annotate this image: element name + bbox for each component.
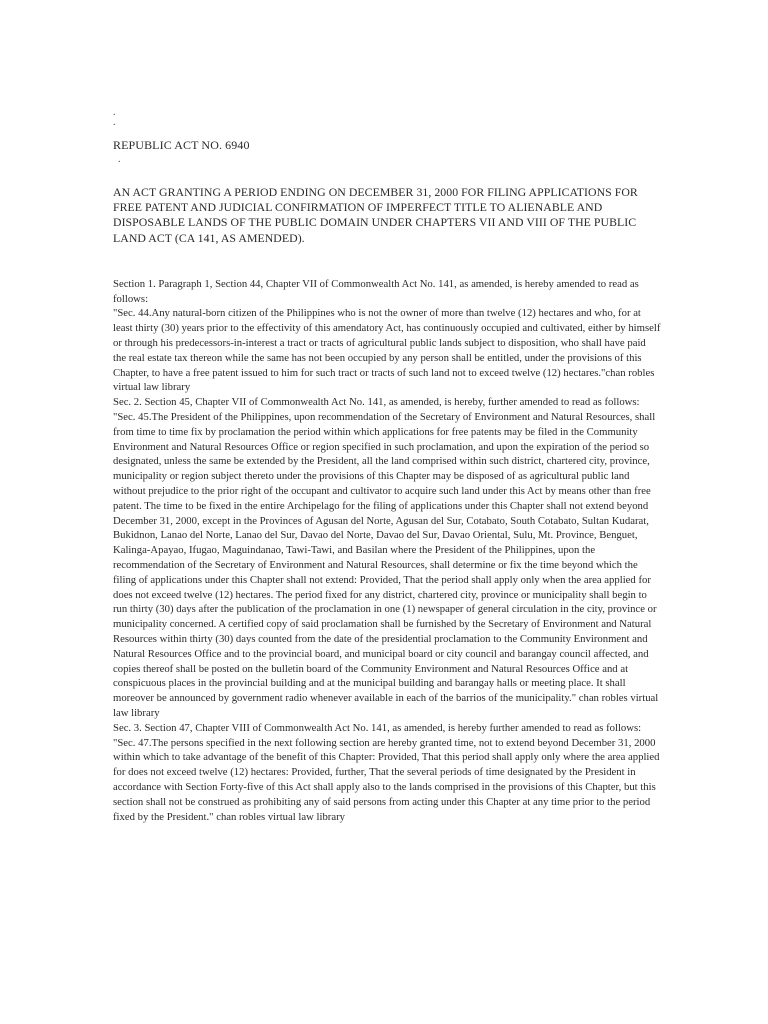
marker-dot: . — [113, 117, 116, 128]
section-1-heading: Section 1. Paragraph 1, Section 44, Chapter VII of Commonwealth Act No. 141, as amended, is hereby amended to read as follows: — [113, 277, 639, 305]
section-3-heading: Sec. 3. Section 47, Chapter VIII of Commonwealth Act No. 141, as amended, is hereby further amended to read as follows: — [113, 721, 642, 734]
section-2-heading: Sec. 2. Section 45, Chapter VII of Commonwealth Act No. 141, as amended, is hereby, further amended to read as follows: — [113, 396, 640, 409]
marker-dot: . — [118, 154, 121, 165]
document-page — [113, 108, 661, 824]
section-44-text: "Sec. 44.Any natural-born citizen of the Philippines who is not the owner of more than twelve (12) hectares and who, for at least thirty (30) years prior to the effectivity of this amendatory Act, has continuously occupied and cultivated, either by himself or through his predecessors-in-interest a tract or tracts of agricultural public lands subject to disposition, who shall have paid the real estate tax thereon while the same has not been occupied by any person shall be entitled, under the provisions of this Chapter, to have a free patent issued to him for such tract or tracts of such land not to exceed twelve (12) hectares."chan robles virtual law library — [113, 307, 661, 394]
marker-dot: . — [113, 107, 116, 118]
act-title: AN ACT GRANTING A PERIOD ENDING ON DECEMBER 31, 2000 FOR FILING APPLICATIONS FOR FREE PATENT AND JUDICIAL CONFIRMATION OF IMPERFECT TITLE TO ALIENABLE AND DISPOSABLE LANDS OF THE PUBLIC DOMAIN UNDER CHAPTERS VII AND VIII OF THE PUBLIC LAND ACT (CA 141, AS AMENDED). — [113, 185, 638, 245]
section-45-text: "Sec. 45.The President of the Philippines, upon recommendation of the Secretary of Environment and Natural Resources, shall from time to time fix by proclamation the period within which applications for free patents may be filed in the Community Environment and Natural Resources Office or region specified in such proclamation, and upon the expiration of the period so designated, unless the same be extended by the President, all the land comprised within such district, chartered city, province, municipality or region subject thereto under the provisions of this Chapter may be disposed of as agricultural public land without prejudice to the prior right of the occupant and cultivator to acquire such land under this Act by means other than free patent. The time to be fixed in the entire Archipelago for the filing of applications under this Chapter shall not extend beyond December 31, 2000, except in the Provinces of Agusan del Norte, Agusan del Sur, Cotabato, South Cotabato, Sultan Kudarat, Bukidnon, Lanao del Norte, Lanao del Sur, Davao del Norte, Davao del Sur, Davao Oriental, Sulu, Mt. Province, Benguet, Kalinga-Apayao, Ifugao, Maguindanao, Tawi-Tawi, and Basilan where the President of the Philippines, upon the recommendation of the Secretary of Environment and Natural Resources, shall determine or fix the time beyond which the filing of applications under this Chapter shall not extend: Provided, That the period shall apply only when the area applied for does not exceed twelve (12) hectares. The period fixed for any district, chartered city, province or municipality shall begin to run thirty (30) days after the publication of the proclamation in one (1) newspaper of general circulation in the city, province or municipality concerned. A certified copy of said proclamation shall be furnished by the Secretary of Environment and Natural Resources within thirty (30) days counted from the date of the presidential proclamation to the Community Environment and Natural Resources Office and to the provincial board, and municipal board or city council and barangay council affected, and copies thereof shall be posted on the bulletin board of the Community Environment and Natural Resources Office and at conspicuous places in the provincial building and at the municipal building and barangay halls or meeting place. It shall moreover be announced by government radio whenever available in each of the barrios of the municipality." chan robles virtual law library — [113, 410, 659, 719]
act-body — [113, 277, 661, 824]
section-47-text: "Sec. 47.The persons specified in the next following section are hereby granted time, not to extend beyond December 31, 2000 within which to take advantage of the benefit of this Chapter: Provided, That this period shall apply only where the area applied for does not exceed twelve (12) hectares: Provided, further, That the several periods of time designated by the President in accordance with Section Forty-five of this Act shall apply also to the lands comprised in the provisions of this Chapter, but this section shall not be construed as prohibiting any of said persons from acting under this Chapter at any time prior to the period fixed by the President." chan robles virtual law library — [113, 736, 660, 823]
act-number-heading: REPUBLIC ACT NO. 6940 — [113, 138, 250, 152]
